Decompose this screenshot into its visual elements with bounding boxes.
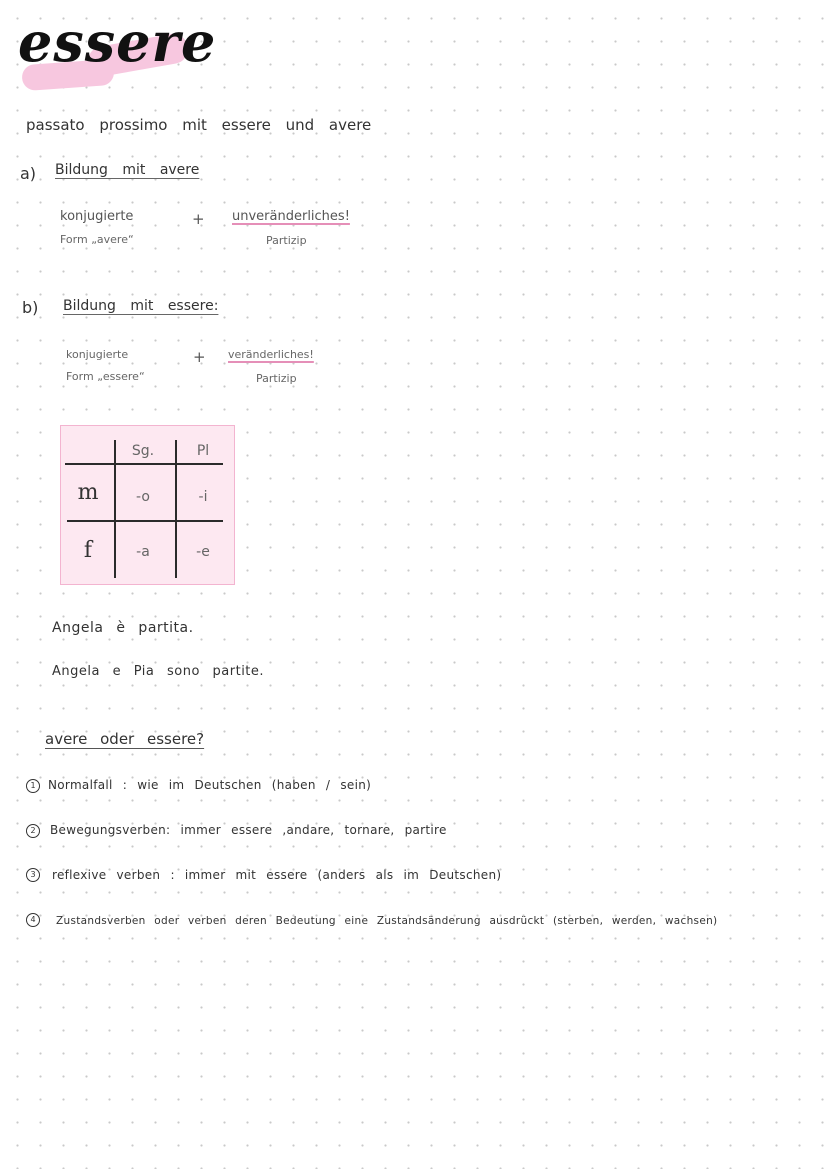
rule-number-circle: 4	[26, 913, 40, 927]
section-a-plus: +	[192, 210, 205, 228]
section-b-letter: b)	[22, 298, 39, 317]
table-cell-f-sg: -a	[136, 544, 150, 560]
table-col-pl: Pl	[196, 443, 210, 459]
section-b-left-line1: konjugierte	[66, 348, 129, 361]
section-a-letter: a)	[20, 164, 37, 183]
example-sentence: Angela e Pia sono partite.	[52, 664, 265, 679]
table-left-divider	[114, 440, 116, 578]
section-a-left-line2: Form „avere“	[60, 233, 134, 246]
rule-text: reflexive verben : immer mit essere (anders als im Deutschen)	[52, 868, 502, 882]
endings-table	[60, 425, 235, 585]
section-a-heading: Bildung mit avere	[55, 162, 200, 178]
question-heading: avere oder essere?	[45, 730, 205, 748]
section-b-left-line2: Form „essere“	[66, 370, 145, 383]
table-middle-line	[67, 520, 223, 522]
table-row-f: f	[83, 538, 93, 563]
page-title: essere	[18, 10, 217, 74]
table-row-m: m	[77, 480, 99, 505]
rule-text: Bewegungsverben: immer essere ,andare, tornare, partire	[50, 823, 447, 837]
rule-text: Zustandsverben oder verben deren Bedeutung eine Zustandsänderung ausdrückt (sterben, werden, wachsen)	[56, 915, 718, 927]
section-b-plus: +	[193, 348, 206, 366]
table-cell-m-pl: -i	[198, 489, 208, 505]
title-block	[18, 10, 216, 74]
section-a-left-line1: konjugierte	[60, 209, 134, 224]
rule-number-circle: 3	[26, 868, 40, 882]
table-right-divider	[175, 440, 177, 578]
table-cell-f-pl: -e	[196, 544, 210, 560]
subtitle: passato prossimo mit essere und avere	[26, 116, 372, 134]
rule-text: Normalfall : wie im Deutschen (haben / sein)	[48, 778, 372, 792]
section-a-right-line1: unveränderliches!	[232, 209, 350, 224]
rule-number-circle: 2	[26, 824, 40, 838]
table-header-line	[65, 463, 223, 465]
table-cell-m-sg: -o	[136, 489, 150, 505]
section-b-right-line2: Partizip	[256, 372, 297, 385]
section-b-heading: Bildung mit essere:	[63, 298, 219, 314]
table-col-sg: Sg.	[131, 443, 155, 459]
section-b-right-line1: veränderliches!	[228, 348, 314, 361]
section-a-right-line2: Partizip	[266, 234, 307, 247]
example-sentence: Angela è partita.	[52, 620, 194, 636]
rule-number-circle: 1	[26, 779, 40, 793]
